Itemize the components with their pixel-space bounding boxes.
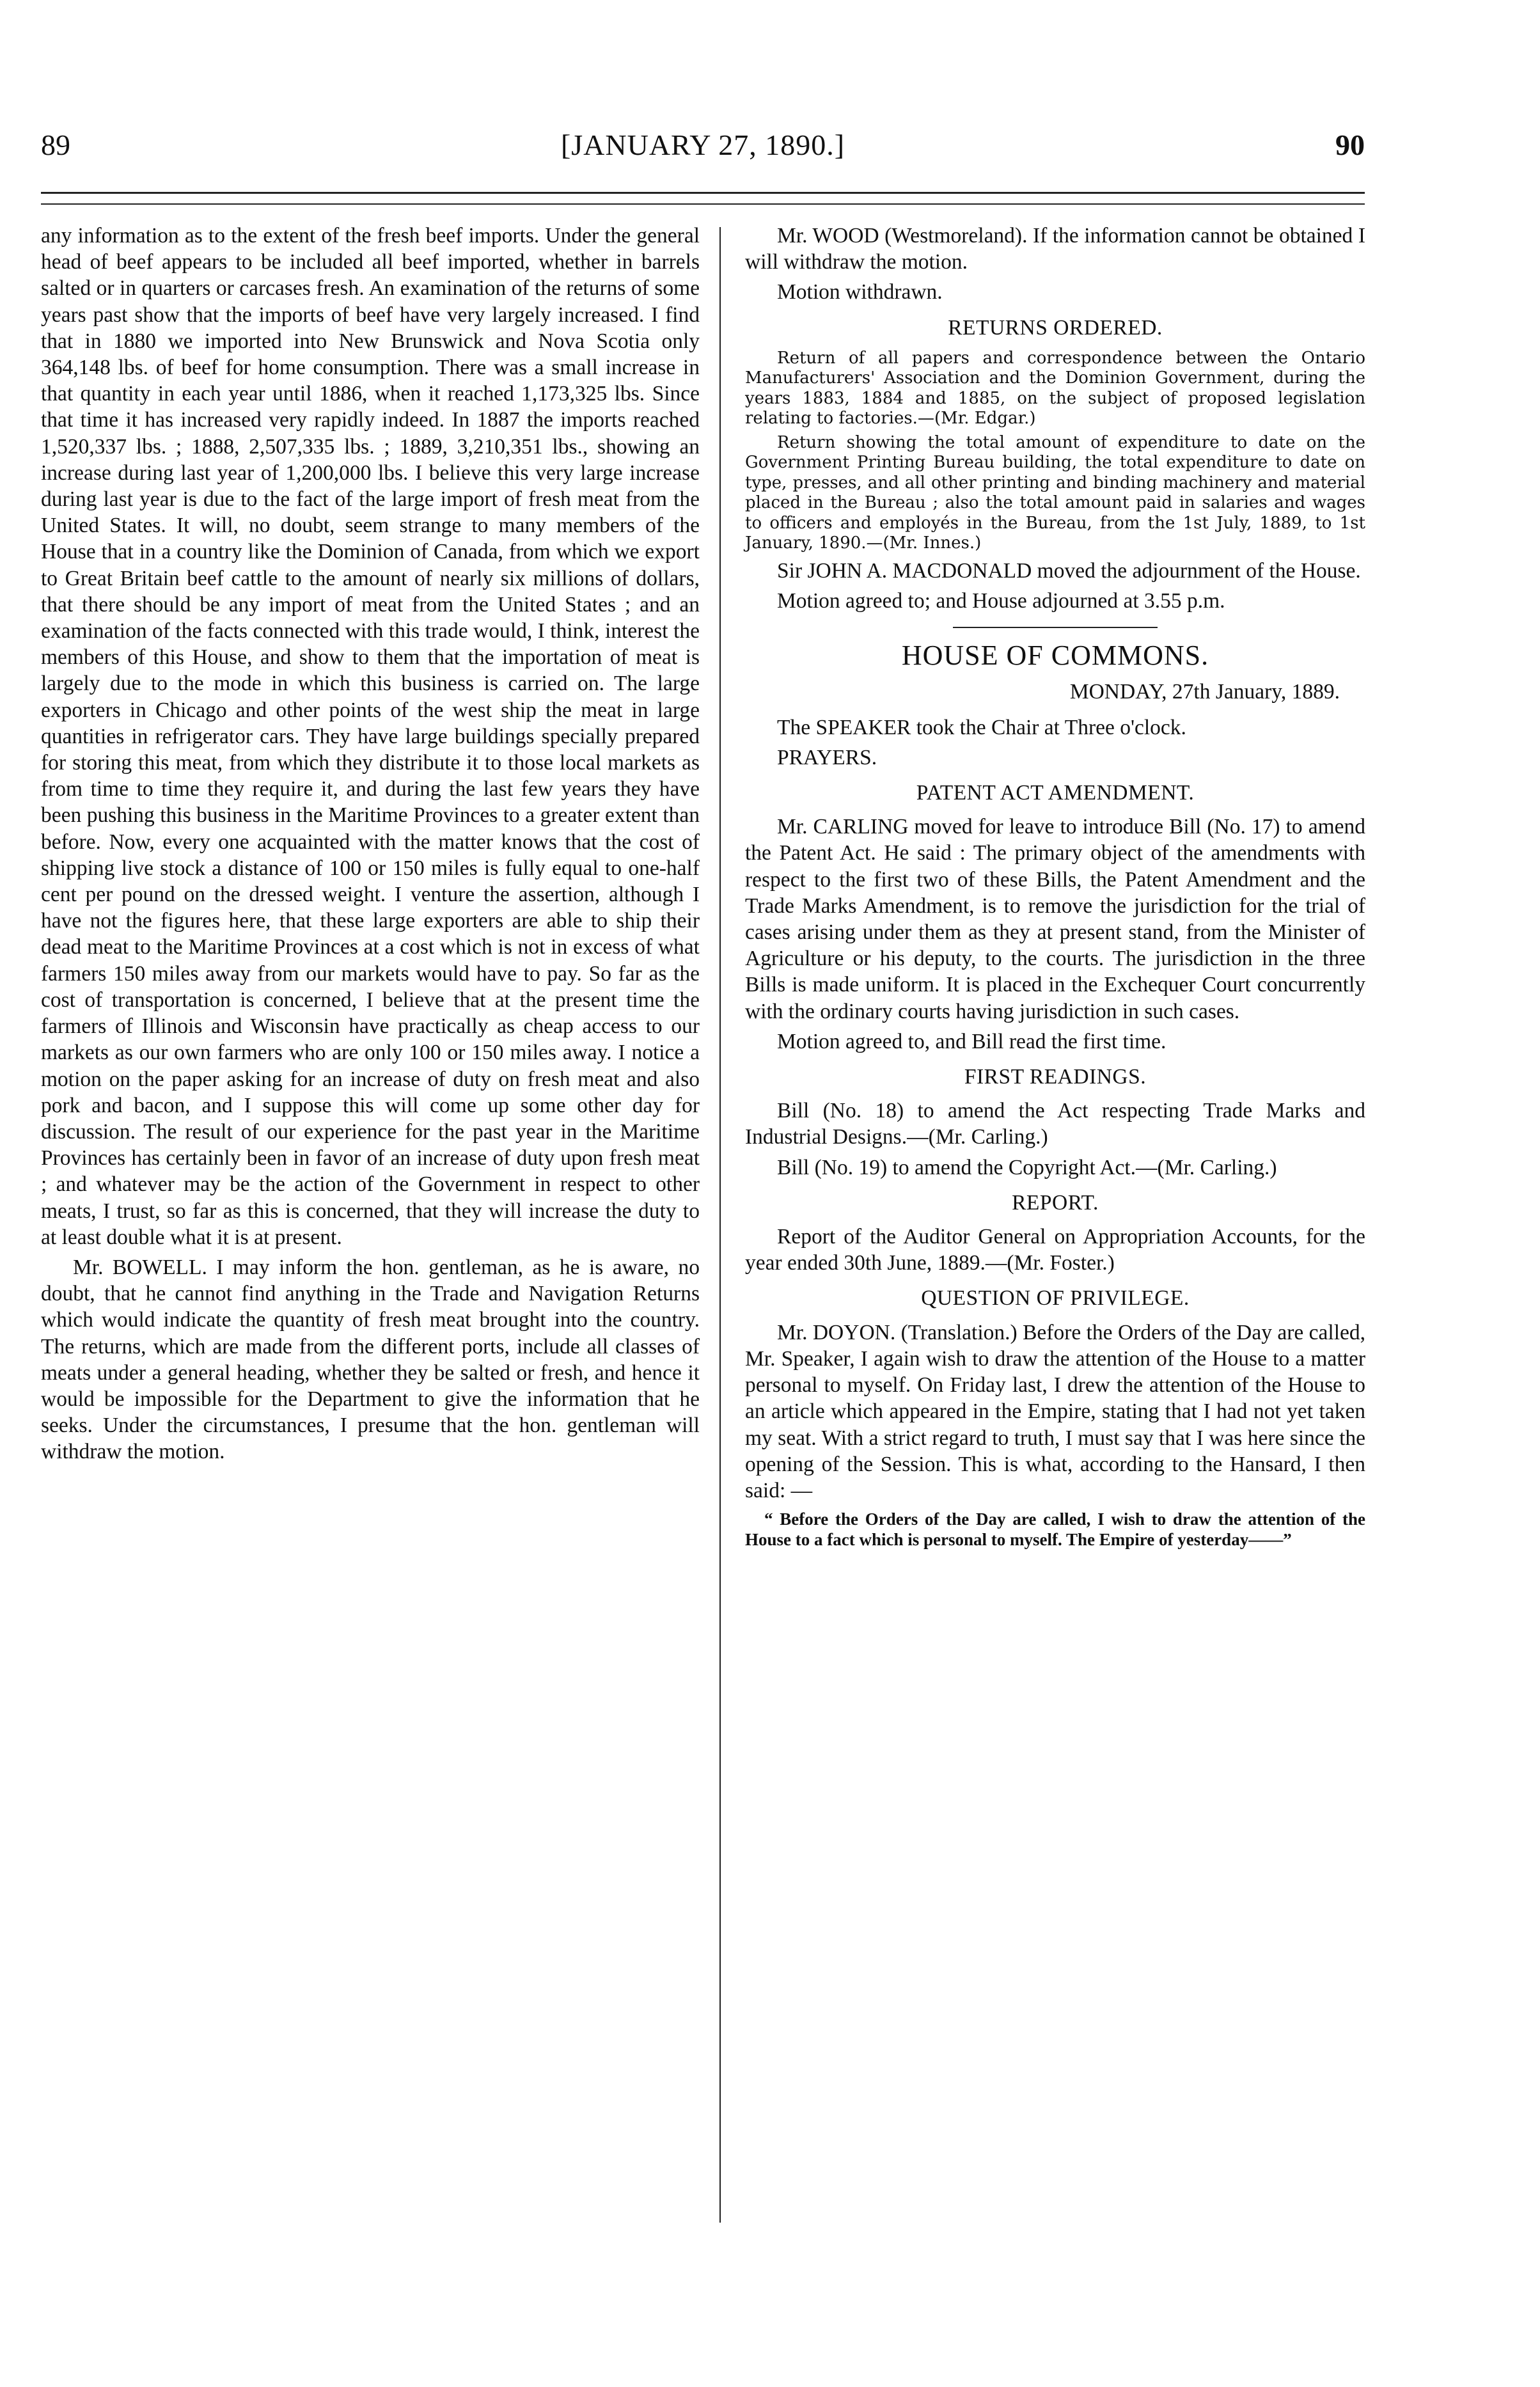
left-paragraph-bowell: Mr. BOWELL. I may inform the hon. gentleman, as he is aware, no doubt, that he cannot find anything in the Trade and Navigation Returns which would indicate the quantity of fresh meat brought into the country. The returns, which are made from the different ports, include all classes of meats under a general heading, whether they be salted or fresh, and hence it would be impossible for the Department to give the information that he seeks. Under the circumstances, I presume that the hon. gentleman will withdraw the motion.: [41, 1255, 700, 1464]
page-number-right: 90: [1335, 129, 1365, 161]
left-column: [41, 223, 700, 1469]
header-rule: [41, 192, 1365, 194]
page-number-left: 89: [41, 129, 70, 161]
heading-returns-ordered: RETURNS ORDERED.: [948, 315, 1163, 340]
paragraph-adjournment: Sir JOHN A. MACDONALD moved the adjournment of the House.: [777, 558, 1361, 583]
paragraph-motion-withdrawn: Motion withdrawn.: [777, 280, 943, 304]
quote-doyon: “ Before the Orders of the Day are called, I wish to draw the attention of the House to a fact which is personal to myself. The Empire of yesterday——”: [745, 1509, 1365, 1550]
column-divider: [719, 227, 721, 2223]
paragraph-doyon: Mr. DOYON. (Translation.) Before the Orders of the Day are called, Mr. Speaker, I again wish to draw the attention of the House to a matter personal to myself. On Friday last, I drew the attention of the House to an article which appeared in the Empire, stating that I had not yet taken my seat. With a strict regard to truth, I must say that I was here since the opening of the Session. This is what, according to the Hansard, I then said: —: [745, 1320, 1365, 1502]
paragraph-prayers: PRAYERS.: [777, 745, 877, 769]
header-rule-secondary: [41, 203, 1365, 205]
section-rule: [953, 627, 1158, 628]
heading-house-of-commons: HOUSE OF COMMONS.: [901, 640, 1209, 672]
heading-patent-act: PATENT ACT AMENDMENT.: [916, 781, 1195, 805]
heading-report: REPORT.: [1012, 1190, 1099, 1215]
paragraph-bill-19: Bill (No. 19) to amend the Copyright Act.—(Mr. Carling.): [777, 1155, 1277, 1179]
paragraph-wood: Mr. WOOD (Westmoreland). If the information cannot be obtained I will withdraw the motion.: [745, 224, 1365, 274]
return-ontario-manufacturers: Return of all papers and correspondence between the Ontario Manufacturers' Association and the Dominion Government, during the years 1883, 1884 and 1885, on the subject of proposed legislation relating to factories.—(Mr. Edgar.): [745, 348, 1365, 429]
heading-question-of-privilege: QUESTION OF PRIVILEGE.: [921, 1286, 1190, 1311]
paragraph-report: Report of the Auditor General on Appropriation Accounts, for the year ended 30th June, 1889.—(Mr. Foster.): [745, 1225, 1365, 1275]
page-header: [41, 128, 1365, 173]
return-printing-bureau: Return showing the total amount of expenditure to date on the Government Printing Bureau building, the total expenditure to date on type, presses, and all other printing and binding machinery and material placed in the Bureau ; also the total amount paid in salaries and wages to officers and employés in the Bureau, from the 1st July, 1889, to 1st January, 1890.—(Mr. Innes.): [745, 432, 1365, 553]
sitting-date: MONDAY, 27th January, 1889.: [1069, 680, 1340, 704]
paragraph-bill-18: Bill (No. 18) to amend the Act respecting Trade Marks and Industrial Designs.—(Mr. Carling.): [745, 1099, 1365, 1149]
page-date: [JANUARY 27, 1890.]: [560, 129, 845, 161]
right-column: [745, 223, 1365, 1554]
heading-first-readings: FIRST READINGS.: [964, 1065, 1147, 1089]
paragraph-house-adjourned: Motion agreed to; and House adjourned at 3.55 p.m.: [777, 589, 1225, 613]
paragraph-first-reading: Motion agreed to, and Bill read the first time.: [777, 1029, 1167, 1053]
paragraph-carling: Mr. CARLING moved for leave to introduce Bill (No. 17) to amend the Patent Act. He said : The primary object of the amendments with respect to the first two of these Bills, the Patent Amendment and the Trade Marks Amendment, is to remove the jurisdiction for the trial of cases arising under them as they at present stand, from the Minister of Agriculture or his deputy, to the courts. The jurisdiction in the three Bills is made uniform. It is placed in the Exchequer Court concurrently with the ordinary courts having jurisdiction in such cases.: [745, 815, 1365, 1023]
left-paragraph-beef-imports: any information as to the extent of the fresh beef imports. Under the general head of beef appears to be included all beef imported, whether in barrels salted or in quarters or carcases fresh. An examination of the returns of some years past show that the imports of beef have very largely increased. I find that in 1880 we imported into New Brunswick and Nova Scotia only 364,148 lbs. of beef for home consumption. There was a small increase in that quantity in each year until 1886, when it reached 1,173,325 lbs. Since that time it has increased very rapidly indeed. In 1887 the imports reached 1,520,337 lbs. ; 1888, 2,507,335 lbs. ; 1889, 3,210,351 lbs., showing an increase during last year of 1,200,000 lbs. I believe this very large increase during last year is due to the fact of the large import of fresh meat from the United States. It will, no doubt, seem strange to many members of the House that in a country like the Dominion of Canada, from which we export to Great Britain beef cattle to the amount of nearly six millions of dollars, that there should be any import of meat from the United States ; and an examination of the facts connected with this trade would, I think, interest the members of this House, and show to them that the importation of meat is largely due to the mode in which this business is carried on. The large exporters in Chicago and other points of the west ship the meat in large quantities in refrigerator cars. They have large buildings specially prepared for storing this meat, from which they distribute it to those local markets as from time to time they require it, and during the last few years they have been pushing this business in the Maritime Provinces to a greater extent than before. Now, every one acquainted with the matter knows that the cost of shipping live stock a distance of 100 or 150 miles is fully equal to one-half cent per pound on the dressed weight. I venture the assertion, although I have not the figures here, that these large exporters are able to ship their dead meat to the Maritime Provinces at a cost which is not in excess of what farmers 150 miles away from our markets would have to pay. So far as the cost of transportation is concerned, I believe that at the present time the farmers of Illinois and Wisconsin have practically as cheap access to our markets as our own farmers who are only 100 or 150 miles away. I notice a motion on the paper asking for an increase of duty on fresh meat and also pork and bacon, and I suppose this will come up some other day for discussion. The result of our experience for the past year in the Maritime Provinces has certainly been in favor of an increase of duty upon fresh meat ; and whatever may be the action of the Government in respect to other meats, I trust, so far as this is concerned, that they will increase the duty to at least double what it is at present.: [41, 224, 700, 1249]
paragraph-speaker: The SPEAKER took the Chair at Three o'clock.: [777, 715, 1186, 739]
